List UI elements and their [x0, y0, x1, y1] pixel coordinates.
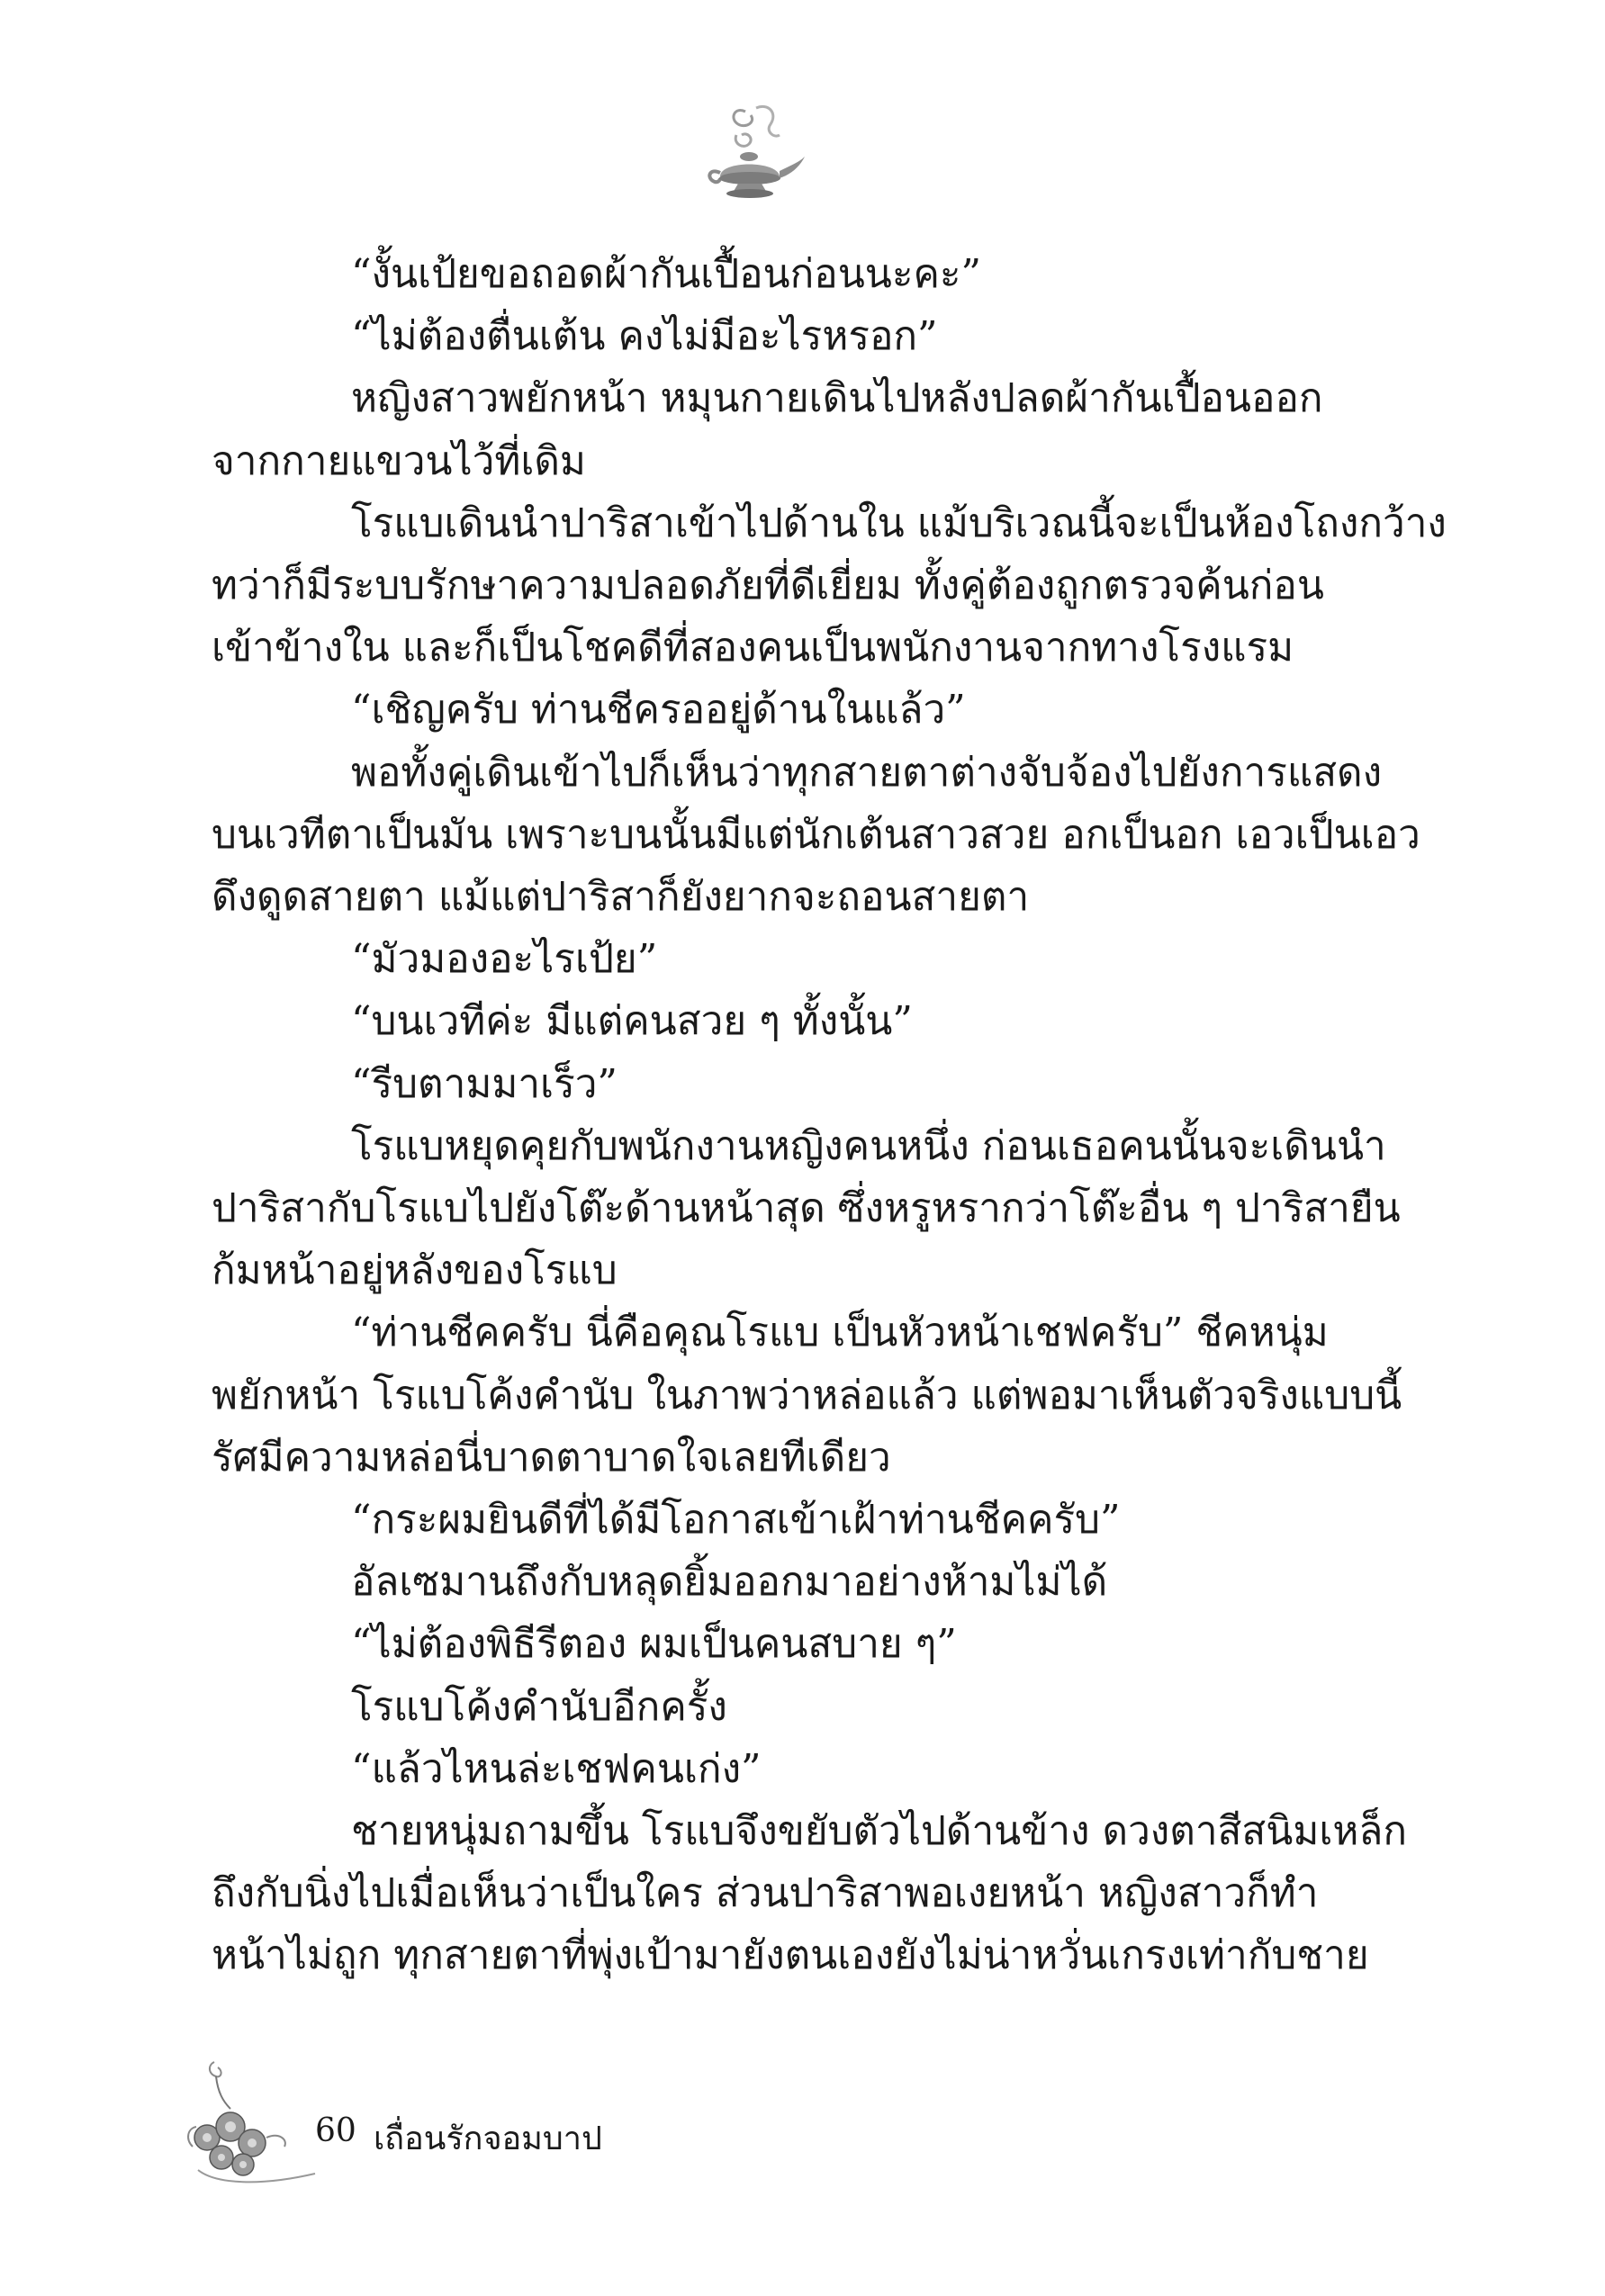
text-line: “มัวมองอะไรเป้ย” — [351, 936, 658, 983]
text-line: โรแบโค้งคำนับอีกครั้ง — [351, 1683, 727, 1730]
text-line: บนเวทีตาเป็นมัน เพราะบนนั้นมีแต่นักเต้นสาวสวย อกเป็นอก เอวเป็นเอว — [212, 811, 1420, 858]
text-line: “เชิญครับ ท่านชีครออยู่ด้านในแล้ว” — [351, 687, 966, 734]
text-line: “ไม่ต้องตื่นเต้น คงไม่มีอะไรหรอก” — [351, 313, 938, 360]
text-line: “งั้นเป้ยขอถอดผ้ากันเปื้อนก่อนนะคะ” — [351, 251, 982, 297]
text-line: อัลเซมานถึงกับหลุดยิ้มออกมาอย่างห้ามไม่ได้ — [351, 1559, 1108, 1606]
text-line: “แล้วไหนล่ะเชฟคนเก่ง” — [351, 1745, 762, 1792]
text-line: โรแบหยุดคุยกับพนักงานหญิงคนหนึ่ง ก่อนเธอคนนั้นจะเดินนำ — [351, 1122, 1386, 1169]
text-line: รัศมีความหล่อนี่บาดตาบาดใจเลยทีเดียว — [212, 1434, 891, 1481]
page-number: 60 — [315, 2112, 356, 2149]
text-line: ปาริสากับโรแบไปยังโต๊ะด้านหน้าสุด ซึ่งหรูหรากว่าโต๊ะอื่น ๆ ปาริสายืน — [212, 1185, 1401, 1232]
text-line: “บนเวทีค่ะ มีแต่คนสวย ๆ ทั้งนั้น” — [351, 998, 913, 1045]
text-line: “กระผมยินดีที่ได้มีโอกาสเข้าเฝ้าท่านชีคครับ” — [351, 1497, 1121, 1544]
book-title: เถื่อนรักจอมบาป — [374, 2120, 602, 2157]
text-line: หน้าไม่ถูก ทุกสายตาที่พุ่งเป้ามายังตนเองยังไม่น่าหวั่นเกรงเท่ากับชาย — [212, 1932, 1369, 1979]
text-line: “ท่านชีคครับ นี่คือคุณโรแบ เป็นหัวหน้าเชฟครับ” ชีคหนุ่ม — [351, 1310, 1329, 1356]
text-line: จากกายแขวนไว้ที่เดิม — [212, 437, 586, 484]
text-line: เข้าข้างใน และก็เป็นโชคดีที่สองคนเป็นพนักงานจากทางโรงแรม — [212, 625, 1294, 671]
text-line: พอทั้งคู่เดินเข้าไปก็เห็นว่าทุกสายตาต่างจับจ้องไปยังการแสดง — [351, 749, 1383, 796]
text-line: หญิงสาวพยักหน้า หมุนกายเดินไปหลังปลดผ้ากันเปื้อนออก — [351, 375, 1323, 422]
text-line: โรแบเดินนำปาริสาเข้าไปด้านใน แม้บริเวณนี้จะเป็นห้องโถงกว้าง — [351, 500, 1447, 546]
text-line: ก้มหน้าอยู่หลังของโรแบ — [212, 1247, 618, 1294]
text-line: “ไม่ต้องพิธีรีตอง ผมเป็นคนสบาย ๆ” — [351, 1621, 957, 1668]
flower-bouquet-icon — [180, 2057, 333, 2192]
body-text — [212, 243, 1447, 1987]
page-footer — [180, 2057, 720, 2201]
text-line: ดึงดูดสายตา แม้แต่ปาริสาก็ยังยากจะถอนสายตา — [212, 874, 1030, 921]
text-line: “รีบตามมาเร็ว” — [351, 1060, 618, 1107]
text-line: ทว่าก็มีระบบรักษาความปลอดภัยที่ดีเยี่ยม ทั้งคู่ต้องถูกตรวจค้นก่อน — [212, 563, 1324, 609]
text-line: ถึงกับนิ่งไปเมื่อเห็นว่าเป็นใคร ส่วนปาริสาพอเงยหน้า หญิงสาวก็ทำ — [212, 1870, 1319, 1917]
genie-lamp-icon — [693, 99, 810, 216]
text-line: ชายหนุ่มถามขึ้น โรแบจึงขยับตัวไปด้านข้าง ดวงตาสีสนิมเหล็ก — [351, 1808, 1407, 1855]
text-line: พยักหน้า โรแบโค้งคำนับ ในภาพว่าหล่อแล้ว แต่พอมาเห็นตัวจริงแบบนี้ — [212, 1372, 1402, 1418]
